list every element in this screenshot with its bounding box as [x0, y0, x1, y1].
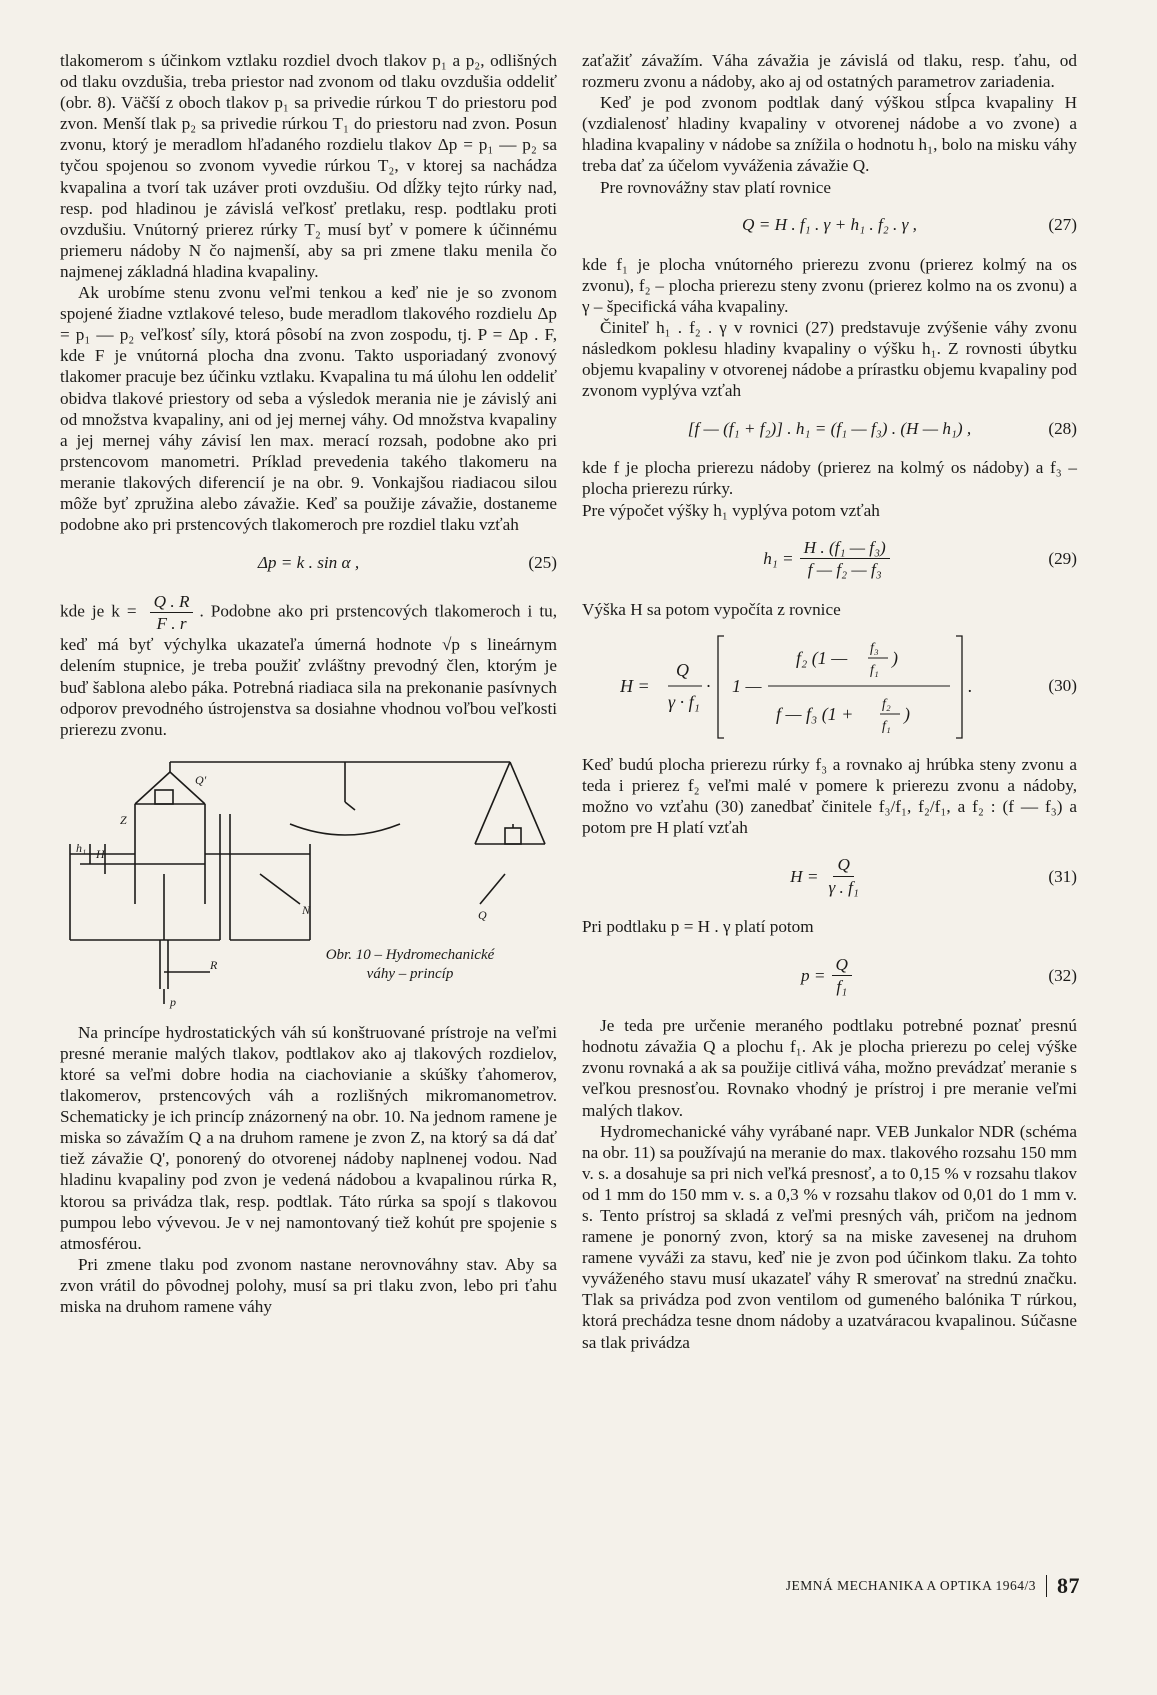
equation-30 — [582, 630, 1077, 742]
caption-line: Obr. 10 – Hydromechanické — [325, 946, 495, 963]
paragraph: Na princípe hydrostatických váh sú konštruované prístroje na veľmi presné meranie malých tlakov, podtlakov ako aj tlakových rozdielov, ktoré sa veľmi dobre hodia na ciachovianie a skúšky ťahomerov, tlakomerov, prstencových váh a rozlišných mikromanometrov. Schematicky je ich princíp znázornený na obr. 10. Na jednom ramene je miska so závažím Q a na druhom ramene je zvon Z, na ktorý sa dá dať tiež závažie Q', ponorený do otvorenej nádoby naplnenej vodou. Nad hladinu kvapaliny pod zvon je vedená nádobou a kvapalinou rúrka R, ktorou sa privádza tlak, resp. podtlak. Táto rúrka sa spojí s tlakovou pumpou lebo vývevou. Je v nej namontovaný tiež kohút pre spojenie s atmosférou. — [60, 1022, 557, 1253]
svg-text:f₂: f₂ — [881, 696, 891, 712]
fraction — [824, 854, 862, 897]
fraction — [150, 591, 194, 634]
svg-text:.: . — [967, 675, 972, 696]
equation-28 — [582, 411, 1077, 445]
caption-line: váhy – princíp — [366, 965, 454, 982]
equation-31 — [582, 848, 1077, 904]
paragraph: Pri zmene tlaku pod zvonom nastane nerovnováhny stav. Aby sa zvon vrátil do pôvodnej polohy, musí sa pri tlaku zvon, lebo pri ťahu miska na druhom ramene váhy — [60, 1254, 557, 1317]
equation-number: (25) — [528, 552, 557, 572]
label-h1: h₁ — [76, 840, 87, 855]
svg-text:f₁: f₁ — [869, 662, 879, 678]
paragraph: tlakomerom s účinkom vztlaku rozdiel dvoch tlakov p₁ a p₂, odlišných od tlaku ovzdušia, treba priestor nad zvonom od tlaku ovzdušia oddeliť (obr. 8). Väčší z oboch tlakov p₁ sa privedie rúrkou T do priestoru pod zvon. Menší tlak p₂ sa privedie rúrkou T₁ do priestoru nad zvon. Posun zvonu, ktorý je meradlom hľadaného rozdielu tlakov Δp = p₁ — p₂ sa tyčou spojenou so zvonom vyvedie rúrkou T₂, v ktorej sa nachádza kvapalina a tvorí tak uzáver proti ovzdušiu. Od dĺžky tejto rúrky nad, resp. pod hladinou je závislá veľkosť pretlaku, resp. podtlaku proti ovzdušiu. Vnútorný prierez rúrky T₂ musí byť v pomere k účinnému priemeru nádoby N čo najmenší, aby sa pri zmene tlaku menila čo najmenej základná hladina kvapaliny. — [60, 51, 557, 281]
fraction-numerator: H . (f₁ — f₃) — [800, 537, 890, 559]
paragraph: Výška H sa potom vypočíta z rovnice — [582, 599, 841, 619]
paragraph: Keď budú plocha prierezu rúrky f₃ a rovnako aj hrúbka steny zvonu a teda i prierez f₂ veľmi malé v pomere k prierezu zvonu a nádoby, možno vo vzťahu (30) zanedbať činitele f₃/f₁, f₂/f₁, a f₂ : (f — f₃) a potom pre H platí vzťah — [582, 754, 1077, 837]
label-h: H — [96, 846, 105, 861]
paragraph: Keď je pod zvonom podtlak daný výškou stĺpca kvapaliny H (vzdialenosť hladiny kvapaliny v otvorenej nádobe a vo zvone) a hladina kvapaliny v nádobe sa znížila o hodnotu h₁, bolo na misku váhy treba dať za účelom vyváženia závažie Q. — [582, 93, 1077, 176]
svg-text:f₁: f₁ — [881, 718, 891, 734]
label-q-prime: Q' — [195, 772, 207, 787]
equation-lhs: p = — [801, 965, 826, 985]
label-q: Q — [478, 907, 487, 922]
equation-number: (31) — [1048, 866, 1077, 886]
equation-number: (32) — [1048, 965, 1077, 985]
paragraph: Hydromechanické váhy vyrábané napr. VEB Junkalor NDR (schéma na obr. 11) sa používajú na meranie do max. tlakového rozsahu 150 mm v. s. a dosahuje sa pri nich veľká presnosť, a to 0,15 % v rozsahu tlakov od 1 mm do 150 mm v. s. a 0,3 % v rozsahu tlakov od 0,01 do 1 mm v. s. Tento prístroj sa skladá z veľmi presných váh, pričom na jednom ramene je ponorný zvon, ktorý sa na miske zavesenej na druhom ramene vyváži za stavu, keď nie je zvon pod účinkom tlaku. Za tohto vyváženého stavu musí ukazateľ váhy R smerovať na strednú značku. Tlak sa privádza pod zvon ventilom od gumeného balónika T rúrkou, ktorá prechádza tesne dnom nádoby a uzatváracou kvapalinou. Súčasne sa tlak privádza — [582, 1121, 1077, 1352]
svg-text:): ) — [903, 703, 910, 724]
journal-name: JEMNÁ MECHANIKA A OPTIKA 1964/3 — [785, 1578, 1036, 1593]
paragraph: kde f je plocha prierezu nádoby (prierez na kolmý os nádoby) a f₃ – plocha prierezu rúrky. — [582, 458, 1077, 499]
svg-text:Q: Q — [675, 659, 689, 680]
equation-number: (29) — [1048, 549, 1077, 569]
paragraph: zaťažiť závažím. Váha závažia je závislá od tlaku, resp. ťahu, od rozmeru zvonu a nádoby, ako aj od ostatných parametrov zariadenia. — [582, 51, 1077, 92]
paragraph: Je teda pre určenie meraného podtlaku potrebné poznať presnú hodnotu závažia Q a plochu f₁. Ak je plocha prierezu po celej výške zvonu rovnaká a ak sa použije citlivá váha, možno prevádzať meranie s veľkou presnosťou. Rovnako vhodný je prístroj i pre meranie veľmi malých tlakov. — [582, 1016, 1077, 1120]
svg-text:·: · — [705, 675, 710, 696]
equation-body: [f — (f₁ + f₂)] . h₁ = (f₁ — f₃) . (H — h₁) , — [687, 418, 972, 438]
page-footer — [770, 1573, 1080, 1599]
equation-body: Δp = k . sin α , — [257, 552, 360, 572]
equation-25 — [60, 545, 557, 579]
equation-29 — [582, 531, 1077, 587]
svg-text:f₂ (1 —: f₂ (1 — — [795, 647, 847, 668]
paragraph: Činiteľ h₁ . f₂ . γ v rovnici (27) predstavuje zvýšenie váhy zvonu následkom poklesu hladiny kvapaliny o výšku h₁. Z rovnosti úbytku objemu kvapaliny v otvorenej nádobe a prírastku objemu kvapaliny pod zvonom vyplýva vzťah — [582, 317, 1077, 401]
svg-text:f — f₃ (1 +: f — f₃ (1 + — [775, 703, 853, 724]
paragraph-prefix: kde je k = — [60, 601, 137, 621]
left-column — [60, 50, 557, 1317]
equation-32 — [582, 947, 1077, 1003]
label-r: R — [210, 957, 218, 972]
paragraph: Pri podtlaku p = H . γ platí potom — [582, 917, 814, 937]
paragraph: Pre výpočet výšky h₁ vyplýva potom vzťah — [582, 500, 880, 520]
footer-divider — [1046, 1575, 1047, 1597]
label-p: p — [170, 994, 176, 1009]
paragraph — [60, 591, 557, 740]
fraction — [800, 537, 890, 580]
fraction — [832, 954, 852, 997]
equation-number: (28) — [1048, 418, 1077, 438]
equation-27 — [582, 208, 1077, 242]
fraction-numerator: Q — [833, 854, 853, 876]
paragraph: kde f₁ je plocha vnútorného prierezu zvonu (prierez kolmý na os zvonu), f₂ – plocha prierezu steny zvonu (prierez kolmo na os zvonu) a γ – špecifická váha kvapaliny. — [582, 254, 1077, 316]
svg-text:γ · f₁: γ · f₁ — [667, 691, 700, 712]
equation-body: Q = H . f₁ . γ + h₁ . f₂ . γ , — [742, 215, 917, 235]
equation-30-graphic — [620, 630, 1040, 742]
paragraph-text: . Podobne ako pri prstencových tlakomeroch i tu, keď má byť výchylka ukazateľa úmerná hodnote √p s lineárnym delením stupnice, je treba použiť zvláštny prevodný člen, ktorým je buď šablona alebo páka. Potrebná riadiaca sila na prekonanie pasívnych odporov prevodného ústrojenstva sa dosiahne vhodnou voľbou veľkosti prierezu zvonu. — [60, 601, 558, 739]
svg-text:f₃: f₃ — [869, 640, 879, 656]
label-z: Z — [120, 812, 127, 827]
equation-lhs: h₁ = — [763, 549, 794, 569]
right-column — [582, 50, 1077, 1353]
svg-text:H =: H = — [619, 675, 650, 696]
paragraph: Pre rovnovážny stav platí rovnice — [600, 177, 832, 197]
figure-caption — [310, 946, 510, 984]
label-n: N — [302, 902, 311, 917]
fraction-numerator: Q . R — [150, 591, 194, 613]
paragraph: Ak urobíme stenu zvonu veľmi tenkou a keď nie je so zvonom spojené žiadne vztlakové teleso, bude meradlom tlakového rozdielu Δp = p₁ — p₂ veľkosť síly, ktorá pôsobí na zvon zospodu, tj. P = Δp . F, kde F je vnútorná plocha dna zvonu. Takto usporiadaný zvonový tlakomer pracuje bez účinku vztlaku. Kvapalina tu má úlohu len oddeliť obidva tlakové priestory od seba a výsledok merania nie je závislý ani od množstva kvapaliny, ani od jej mernej váhy. Od množstva kvapaliny a jej mernej váhy závisí len max. merací rozsah, podobne ako pri prstencovom manometri. Príklad prevedenia takého tlakomeru na meranie tlakových diferencií je na obr. 9. Vonkajšou riadiacou silou môže byť zpružina alebo závažie. Keď sa použije závažie, dostaneme podobne ako pri prstencových tlakomeroch pre rozdiel tlaku vzťah — [60, 283, 557, 535]
fraction-denominator: f — f₂ — f₃ — [807, 560, 882, 580]
fraction-denominator: γ . f₁ — [828, 877, 859, 897]
equation-lhs: H = — [790, 866, 819, 886]
svg-text:1 —: 1 — — [731, 675, 762, 696]
fraction-numerator: Q — [832, 954, 852, 976]
fraction-denominator: F . r — [156, 614, 187, 634]
figure-hydromechanical-balance — [60, 754, 557, 1012]
fraction-denominator: f₁ — [836, 976, 848, 996]
svg-text:): ) — [891, 647, 898, 668]
equation-number: (30) — [1048, 676, 1077, 696]
equation-number: (27) — [1048, 215, 1077, 235]
page-number: 87 — [1057, 1573, 1080, 1598]
